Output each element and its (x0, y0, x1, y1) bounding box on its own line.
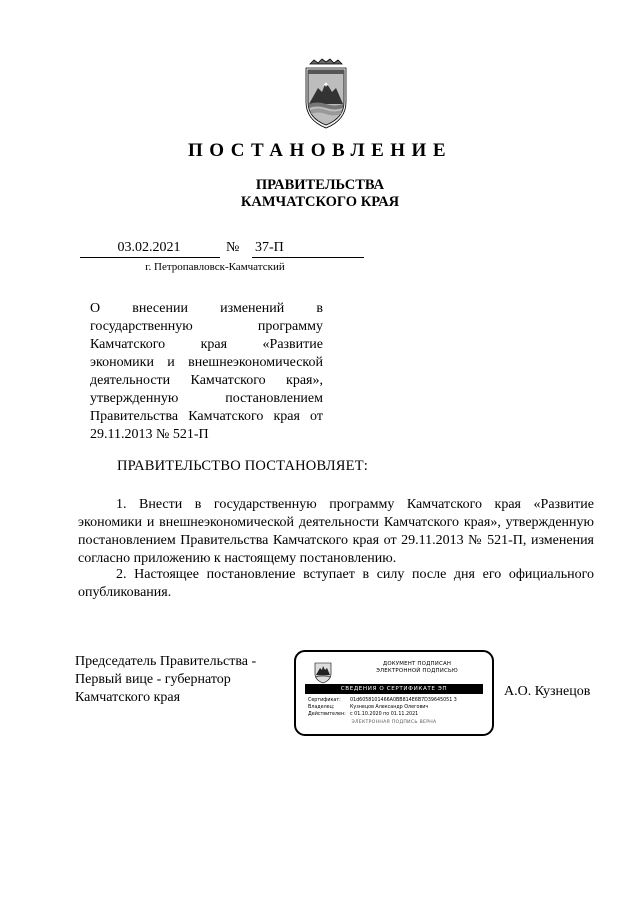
stamp-row-owner (308, 704, 486, 711)
stamp-footer: ЭЛЕКТРОННАЯ ПОДПИСЬ ВЕРНА (351, 720, 437, 725)
signer-title-line-2: Первый вице - губернатор (75, 672, 231, 687)
stamp-certificate-value: 01d6058101466A0BB814E6B7D39645051 3 (350, 698, 457, 703)
issuer-line-1: ПРАВИТЕЛЬСТВА (255, 177, 385, 193)
document-type-heading: ПОСТАНОВЛЕНИЕ (187, 140, 453, 161)
document-number: 37-П (255, 240, 284, 255)
kamchatka-emblem-icon (296, 58, 356, 130)
stamp-validity-value: с 01.10.2020 по 01.11.2021 (350, 712, 419, 717)
stamp-certificate-label: Сертификат: (308, 698, 341, 703)
stamp-row-validity (308, 711, 486, 718)
signer-title-line-3: Камчатского края (75, 690, 181, 705)
document-city: г. Петропавловск-Камчатский (145, 261, 285, 273)
document-date: 03.02.2021 (117, 240, 181, 255)
stamp-info-bar: СВЕДЕНИЯ О СЕРТИФИКАТЕ ЭП (305, 684, 483, 694)
signer-title (75, 653, 295, 707)
decree-heading: ПРАВИТЕЛЬСТВО ПОСТАНОВЛЯЕТ: (117, 458, 369, 474)
stamp-header (342, 661, 492, 675)
stamp-header-line-2: ЭЛЕКТРОННОЙ ПОДПИСЬЮ (376, 668, 458, 674)
stamp-emblem-icon (313, 660, 333, 684)
e-signature-stamp (294, 650, 494, 736)
stamp-validity-label: Действителен: (308, 712, 346, 717)
issuer-heading (0, 177, 640, 211)
stamp-header-line-1: ДОКУМЕНТ ПОДПИСАН (382, 661, 452, 667)
issuer-line-2: КАМЧАТСКОГО КРАЯ (240, 194, 400, 210)
number-underline (252, 257, 364, 258)
date-underline (80, 257, 220, 258)
stamp-row-certificate (308, 697, 486, 704)
document-subject: О внесении изменений в государственную программу Камчатского края «Развитие экономики и внешнеэкономической деятельности Камчатского края», утвержденную постановлением Правительства Камчатского края от 29.11.2013 № 521-П (90, 301, 323, 442)
stamp-owner-label: Владелец: (308, 705, 335, 710)
signer-title-line-1: Председатель Правительства - (75, 654, 257, 669)
body-paragraph-1: 1. Внести в государственную программу Камчатского края «Развитие экономики и внешнеэкономической деятельности Камчатского края», утвержденную постановлением Правительства Камчатского края от 29.11.2013 № 521-П, изменения согласно приложению к настоящему постановлению. (78, 497, 594, 566)
body-paragraph-2: 2. Настоящее постановление вступает в силу после дня его официального опубликования. (78, 567, 594, 600)
signer-name: А.О. Кузнецов (504, 684, 591, 699)
stamp-owner-value: Кузнецов Александр Олегович (350, 705, 429, 710)
number-sign: № (226, 240, 240, 255)
